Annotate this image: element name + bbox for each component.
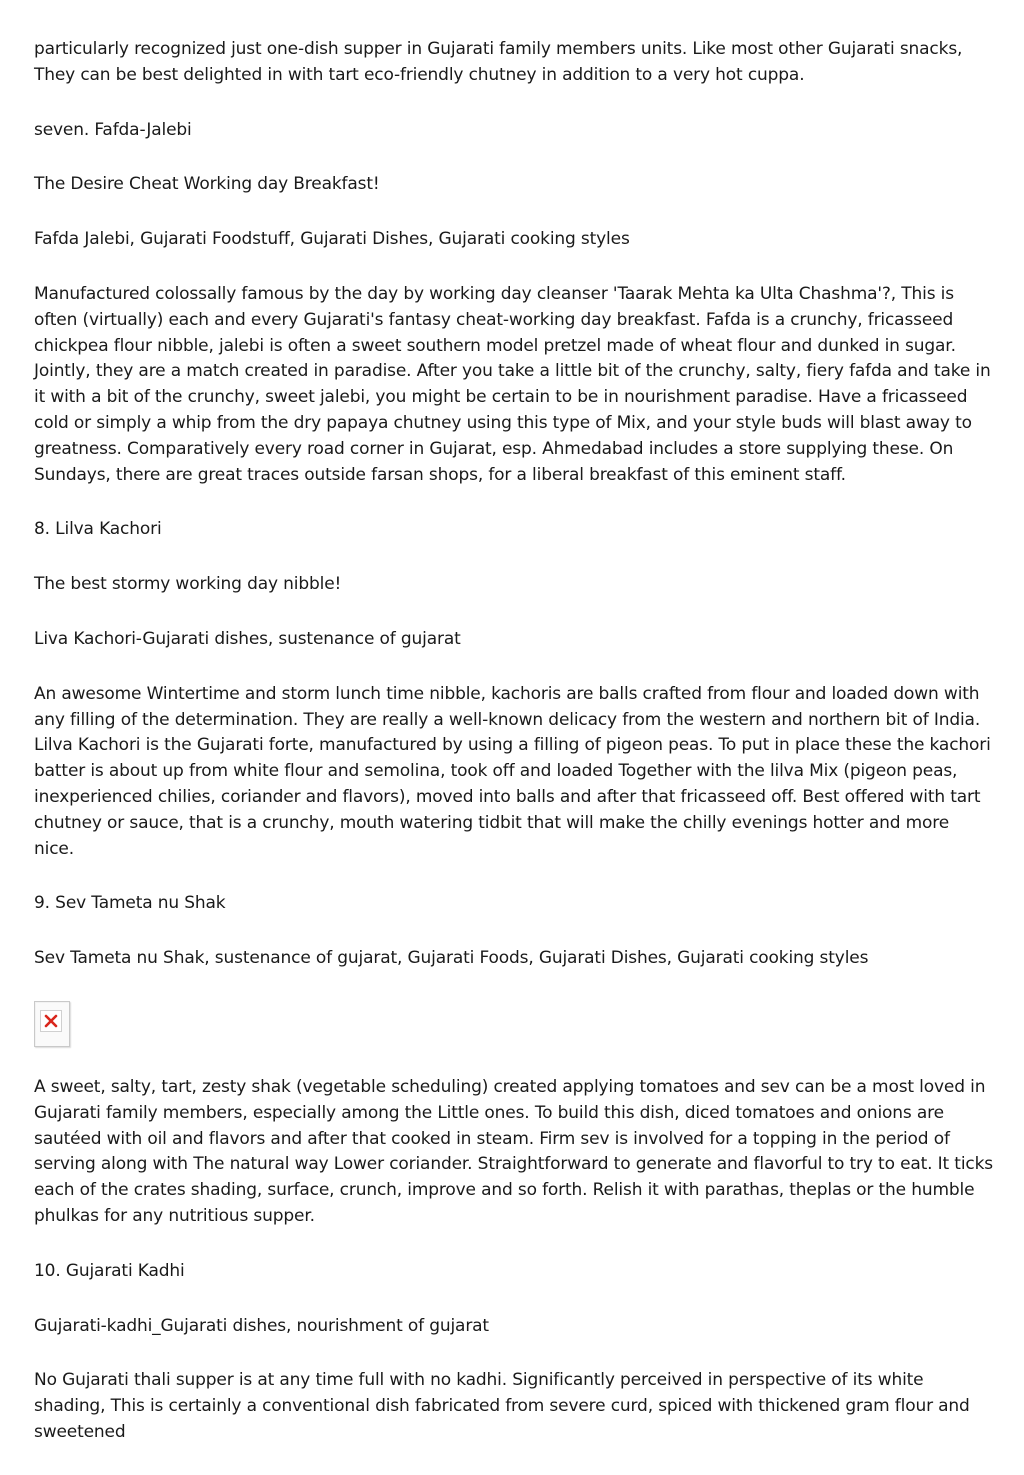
heading-sev-tameta: 9. Sev Tameta nu Shak (34, 893, 226, 914)
broken-image-frame (40, 1010, 62, 1032)
paragraph-lilva-kachori: An awesome Wintertime and storm lunch time nibble, kachoris are balls crafted from flour and loaded down with any filling of the determination. They are really a well-known delicacy from the western and northern bit of India. Lilva Kachori is the Gujarati forte, manufactured by using a filling of pigeon peas. To put in place these the kachori batter is about up from white flour and semolina, took off and loaded Together with the lilva Mix (pigeon peas, inexperienced chilies, coriander and flavors), moved into balls and after that fricasseed off. Best offered with tart chutney or sauce, that is a crunchy, mouth watering tidbit that will make the chilly evenings hotter and more nice. (34, 683, 991, 859)
caption-fafda-jalebi: Fafda Jalebi, Gujarati Foodstuff, Gujarati Dishes, Gujarati cooking styles (34, 229, 630, 250)
document-page (34, 37, 994, 1475)
broken-image-icon (44, 1014, 58, 1028)
caption-sev-tameta: Sev Tameta nu Shak, sustenance of gujarat, Gujarati Foods, Gujarati Dishes, Gujarati cooking styles (34, 948, 869, 969)
caption-gujarati-kadhi: Gujarati-kadhi_Gujarati dishes, nourishment of gujarat (34, 1315, 489, 1336)
paragraph-fafda-jalebi: Manufactured colossally famous by the day by working day cleanser 'Taarak Mehta ka Ulta Chashma'?, This is often (virtually) each and every Gujarati's fantasy cheat-working day breakfast. Fafda is a crunchy, fricasseed chickpea flour nibble, jalebi is often a sweet southern model pretzel made of wheat flour and dunked in sugar. Jointly, they are a match created in paradise. After you take a little bit of the crunchy, salty, fiery fafda and take in it with a bit of the crunchy, sweet jalebi, you might be certain to be in nourishment paradise. Have a fricasseed cold or simply a whip from the dry papaya chutney using this type of Mix, and your style buds will blast away to greatness. Comparatively every road corner in Gujarat, esp. Ahmedabad includes a store supplying these. On Sundays, there are great traces outside farsan shops, for a liberal breakfast of this eminent staff. (34, 283, 991, 485)
broken-image-placeholder (34, 1001, 70, 1047)
subheading-stormy-day: The best stormy working day nibble! (34, 574, 342, 595)
paragraph-sev-tameta: A sweet, salty, tart, zesty shak (vegetable scheduling) created applying tomatoes and sev can be a most loved in Gujarati family members, especially among the Little ones. To build this dish, diced tomatoes and onions are sautéed with oil and flavors and after that cooked in steam. Firm sev is involved for a topping in the period of serving along with The natural way Lower coriander. Straightforward to generate and flavorful to try to eat. It ticks each of the crates shading, surface, crunch, improve and so forth. Relish it with parathas, theplas or the humble phulkas for any nutritious supper. (34, 1076, 993, 1226)
heading-gujarati-kadhi: 10. Gujarati Kadhi (34, 1260, 185, 1281)
paragraph-intro-continuation: particularly recognized just one-dish supper in Gujarati family members units. Like most other Gujarati snacks, They can be best delighted in with tart eco-friendly chutney in addition to a very hot cuppa. (34, 39, 963, 85)
subheading-cheat-breakfast: The Desire Cheat Working day Breakfast! (34, 174, 380, 195)
heading-fafda-jalebi: seven. Fafda-Jalebi (34, 119, 192, 140)
paragraph-gujarati-kadhi: No Gujarati thali supper is at any time full with no kadhi. Significantly perceived in perspective of its white shading, This is certainly a conventional dish fabricated from severe curd, spiced with thickened gram flour and sweetened (34, 1370, 970, 1442)
heading-lilva-kachori: 8. Lilva Kachori (34, 519, 162, 540)
caption-lilva-kachori: Liva Kachori-Gujarati dishes, sustenance of gujarat (34, 628, 461, 649)
